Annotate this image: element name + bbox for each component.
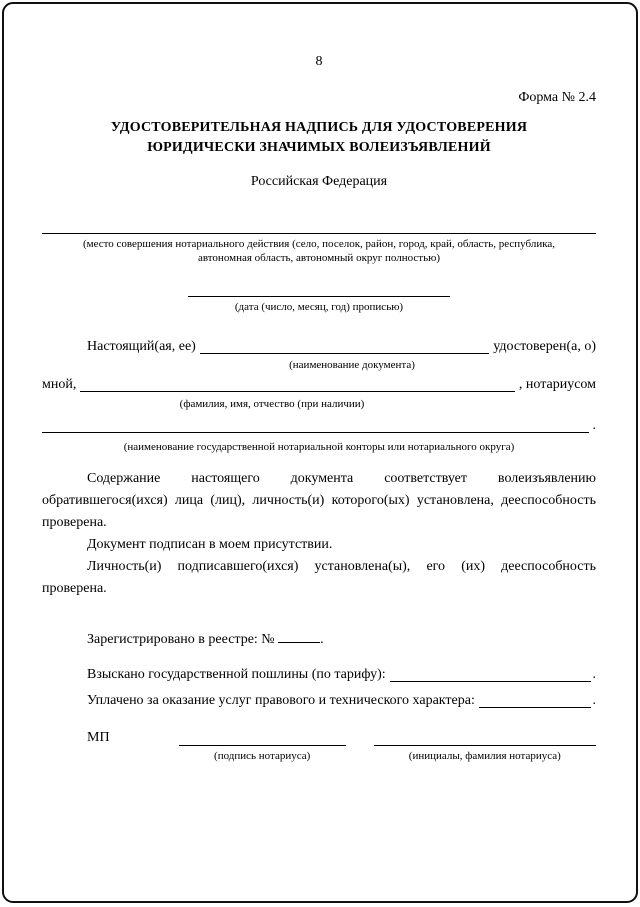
- service-fee-label: Уплачено за оказание услуг правового и технического характера:: [87, 693, 475, 708]
- form-number-label: Форма № 2.4: [518, 90, 596, 105]
- notary-signature-fill-line: [179, 730, 346, 746]
- office-caption: (наименование государственной нотариальной конторы или нотариального округа): [123, 441, 515, 453]
- document-title-line-1: УДОСТОВЕРИТЕЛЬНАЯ НАДПИСЬ ДЛЯ УДОСТОВЕРЕНИЯ: [110, 120, 528, 135]
- notary-suffix-label: , нотариусом: [518, 377, 596, 392]
- date-fill-line: [188, 291, 450, 297]
- notary-name-fill-line: [80, 388, 515, 392]
- state-fee-label: Взыскано государственной пошлины (по тарифу):: [87, 667, 386, 682]
- office-period: .: [592, 418, 596, 433]
- office-fill-line: [42, 429, 589, 433]
- paragraph-signed-in-presence: Документ подписан в моем присутствии.: [87, 537, 333, 552]
- notary-signature-field: [179, 730, 346, 763]
- notary-initials-field: [374, 730, 596, 763]
- notary-initials-caption: (инициалы, фамилия нотариуса): [408, 750, 561, 762]
- registry-number-row: [42, 630, 596, 648]
- present-suffix-label: удостоверен(а, о): [493, 339, 596, 354]
- place-fill-line: [42, 228, 596, 234]
- place-caption: (место совершения нотариального действия (село, поселок, район, город, край, область, республика, автономная область, автономный округ полностью): [82, 238, 556, 264]
- state-fee-row: [42, 664, 596, 686]
- registry-period: .: [320, 632, 324, 647]
- notary-row: [42, 374, 596, 396]
- present-prefix-label: Настоящий(ая, ее): [87, 339, 196, 354]
- service-fee-row: [42, 690, 596, 712]
- date-caption: (дата (число, месяц, год) прописью): [234, 301, 404, 313]
- notary-name-caption: (фамилия, имя, отчество (при наличии): [179, 398, 365, 410]
- office-row: [42, 415, 596, 437]
- country-label: Российская Федерация: [250, 174, 388, 189]
- document-title-line-2: ЮРИДИЧЕСКИ ЗНАЧИМЫХ ВОЛЕИЗЪЯВЛЕНИЙ: [147, 140, 491, 155]
- notary-prefix-label: мной,: [42, 377, 77, 392]
- present-document-row: [42, 336, 596, 358]
- paragraph-identity-verified: Личность(и) подписавшего(ихся) установлена(ы), его (их) дееспособность проверена.: [42, 559, 596, 596]
- document-name-fill-line: [200, 350, 489, 354]
- state-fee-period: .: [592, 667, 596, 682]
- registry-number-label: Зарегистрировано в реестре: №: [87, 632, 275, 647]
- state-fee-fill-line: [390, 678, 591, 682]
- service-fee-period: .: [592, 693, 596, 708]
- signature-block: [42, 730, 596, 763]
- notary-signature-caption: (подпись нотариуса): [214, 750, 311, 762]
- paragraph-content-statement: Содержание настоящего документа соответствует волеизъявлению обратившегося(ихся) лица (лиц), личность(и) которого(ых) установлена, дееспособность проверена.: [42, 471, 596, 530]
- service-fee-fill-line: [479, 704, 591, 708]
- document-title: [42, 118, 596, 158]
- document-name-caption: (наименование документа): [289, 359, 415, 371]
- registry-number-fill-line: [278, 630, 320, 643]
- document-page: [2, 2, 638, 903]
- notary-initials-fill-line: [374, 730, 596, 746]
- page-number: 8: [315, 54, 323, 69]
- stamp-placeholder-label: МП: [87, 730, 110, 745]
